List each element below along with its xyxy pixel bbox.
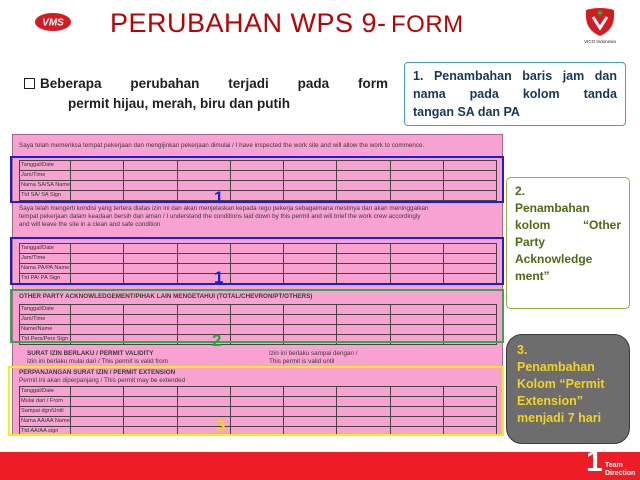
pa-statement-line-1: Saya telah mengerti kondisi yang tertera diatas izin ini dan akan menjelaskan kepada regu pekerja sebagaimana mestinya dan akan meninggalkan <box>19 205 429 212</box>
bullet-line-2: permit hijau, merah, biru dan putih <box>68 96 291 111</box>
note-add-time-name-rows <box>404 62 626 126</box>
note-other-party-column <box>506 177 630 309</box>
validity-from: Izin ini berlaku mulai dari / This permit is valid from <box>27 358 168 365</box>
row-label: Name/Name <box>19 325 71 334</box>
title-suffix: FORM <box>391 11 464 38</box>
row-label: Tanggal/Date <box>19 161 71 170</box>
row-label: Tanggal/Date <box>19 387 71 396</box>
other-party-header: OTHER PARTY ACKNOWLEDGEMENT/PIHAK LAIN MENGETAHUI (TOTAL/CHEVRON/PT/OTHERS) <box>19 293 313 300</box>
row-label: Tanggal/Date <box>19 244 71 253</box>
row-label: Sampai dgn/Until <box>19 407 71 416</box>
note2-line: ment” <box>515 269 550 283</box>
validity-header: SURAT IZIN BERLAKU / PERMIT VALIDITY <box>27 350 154 357</box>
note2-line: kolom “Other <box>515 218 621 232</box>
extension-header: PERPANJANGAN SURAT IZIN / PERMIT EXTENSION <box>19 369 176 376</box>
validity-until-label: Izin ini berlaku sampai dengan / <box>269 350 358 357</box>
vico-caption: VICO Indonesia <box>584 39 616 44</box>
checkbox-bullet-icon <box>24 78 35 89</box>
row-label: Jam/Time <box>19 254 71 263</box>
vms-logo-text: VMS <box>42 17 64 29</box>
note-permit-extension <box>506 334 630 444</box>
note2-line: 2. <box>515 184 526 198</box>
extension-subheader: Permit ini akan diperpanjang / This permit may be extended <box>19 377 186 384</box>
row-label: Nama AA/AA Name <box>21 418 70 424</box>
row-label: Ttd SA/ SA Sign <box>19 191 71 200</box>
row-label: Jam/Time <box>19 315 71 324</box>
row-label: Mulai dari / From <box>19 397 71 406</box>
footer-bar <box>0 452 640 480</box>
highlight-pa-section <box>10 237 504 285</box>
logo-word-direction: Direction <box>605 470 636 477</box>
vms-logo <box>34 12 72 32</box>
row-label: Ttd AA/AA sign <box>19 427 71 436</box>
slide-title <box>110 8 550 39</box>
highlight-extension-section <box>8 366 504 436</box>
marker-1-sa: 1 <box>214 188 224 207</box>
row-label: Tanggal/Date <box>19 305 71 314</box>
marker-1-pa: 1 <box>214 268 224 287</box>
row-label: Ttd PA/ PA Sign <box>19 274 71 283</box>
note3-line: menjadi 7 hari <box>517 411 602 425</box>
vico-logo <box>578 6 622 48</box>
highlight-other-party-section <box>10 289 504 343</box>
row-label: Jam/Time <box>19 171 71 180</box>
logo-number: 1 <box>586 445 603 478</box>
row-label: Nama PA/PA Name <box>21 265 70 271</box>
note3-line: Kolom “Permit <box>517 377 605 391</box>
team-direction-logo <box>586 446 638 480</box>
note3-line: Penambahan <box>517 360 595 374</box>
row-label: Ttd Pers/Pers Sign <box>19 335 71 344</box>
note2-line: Acknowledge <box>515 252 593 266</box>
pa-statement-line-2: tempat pekerjaan dalam keadaan bersih dan aman / I understand the conditions laid down by this permit and will brief the work crew accordingly <box>19 213 421 220</box>
note3-line: 3. <box>517 343 528 357</box>
note3-line: Extension” <box>517 394 583 408</box>
highlight-sa-section <box>10 156 504 203</box>
note1-line: 1. Penambahan baris jam dan <box>413 69 617 83</box>
sa-statement: Saya telah memeriksa tempat pekerjaan dan mengijinkan pekerjaan dimulai / I have inspected the work site and will allow the work to commence. <box>19 142 425 149</box>
marker-3-extension: 3 <box>216 416 226 435</box>
note1-line: tangan SA dan PA <box>413 105 520 119</box>
logo-word-team: Team <box>605 462 623 469</box>
title-main: PERUBAHAN WPS 9- <box>110 8 387 38</box>
pa-statement-line-3: and will leave the site in a clean and safe condition <box>19 221 161 228</box>
validity-until-value: This permit is valid until <box>269 358 335 365</box>
marker-2-other-party: 2 <box>212 331 222 350</box>
note2-line: Party <box>515 235 546 249</box>
note1-line: nama pada kolom tanda <box>413 87 617 101</box>
vico-shield-icon <box>578 6 622 38</box>
note2-line: Penambahan <box>515 201 590 215</box>
row-label: Nama SA/SA Name <box>21 182 71 188</box>
bullet-line-1: Beberapa perubahan terjadi pada form <box>40 76 388 91</box>
